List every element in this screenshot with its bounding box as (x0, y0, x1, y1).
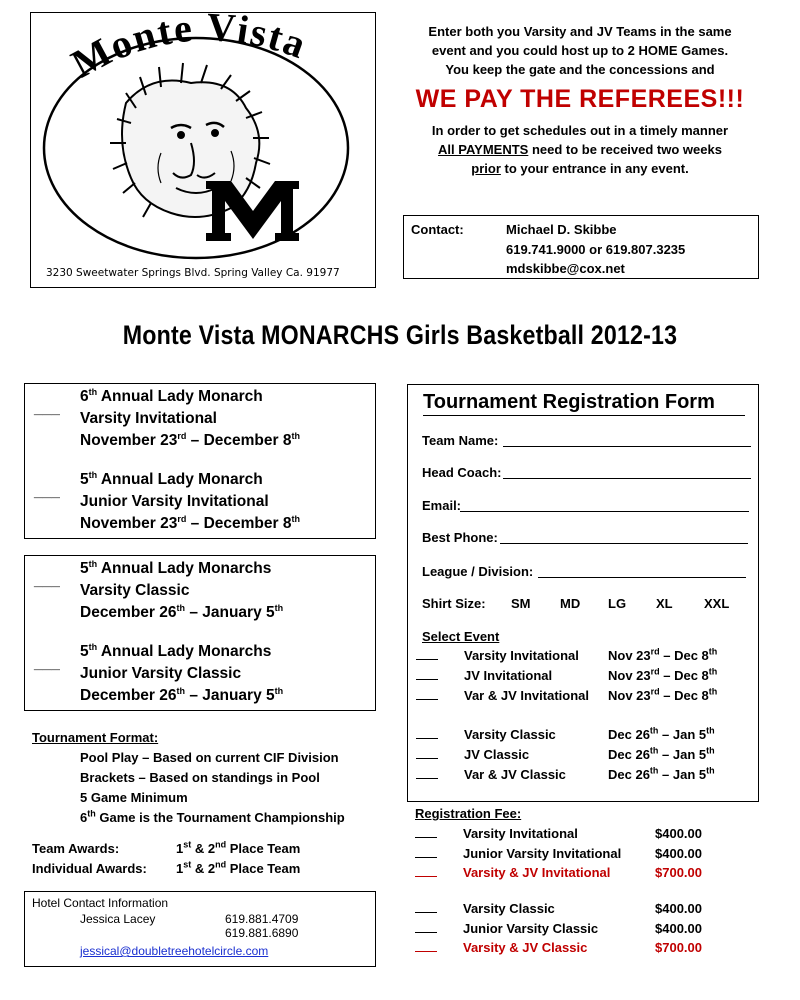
registration-fee-heading: Registration Fee: (415, 806, 522, 821)
best-phone-label: Best Phone: (422, 530, 498, 545)
select-event-name: JV Invitational (464, 668, 553, 683)
format-last-rest: Game is the Tournament Championship (95, 810, 345, 825)
event-start: November 23 (80, 515, 178, 532)
event-jv-classic[interactable] (34, 641, 284, 707)
fee-item-name: Junior Varsity Classic (463, 921, 599, 936)
shirt-size-sm[interactable]: SM (511, 596, 531, 611)
individual-awards-label: Individual Awards: (32, 861, 147, 876)
sel-d1: Dec 26 (608, 767, 650, 782)
team-awards-value (176, 839, 300, 859)
prior-emphasis: prior (471, 161, 501, 176)
head-coach-label: Head Coach: (422, 465, 502, 480)
format-item (80, 808, 345, 828)
fee-item-price: $400.00 (655, 901, 702, 916)
sel-o2: th (708, 686, 718, 697)
event-num: 6 (80, 388, 89, 405)
select-event-name: Varsity Invitational (464, 648, 579, 663)
event-sub: Varsity Classic (80, 582, 190, 599)
fee-item-name: Junior Varsity Invitational (463, 846, 622, 861)
sel-o2: th (708, 646, 718, 657)
event-title (80, 469, 300, 491)
select-event-checkbox[interactable] (416, 758, 438, 759)
event-sub: Junior Varsity Classic (80, 665, 242, 682)
award-rest: Place Team (226, 861, 301, 876)
award-first: 1 (176, 861, 184, 876)
award-first: 1 (176, 841, 184, 856)
block-m-letter (206, 181, 299, 241)
event-title (80, 558, 283, 580)
sel-d2: – Jan 5 (658, 727, 707, 742)
fee-item-price-highlight: $700.00 (655, 865, 702, 880)
fee-checkbox[interactable] (415, 951, 437, 952)
select-event-checkbox[interactable] (416, 778, 438, 779)
team-name-field[interactable] (503, 446, 751, 447)
fee-item-name-highlight: Varsity & JV Classic (463, 940, 588, 955)
event-checkbox-blank[interactable]: ___ (34, 655, 60, 672)
sel-o2: th (706, 765, 715, 776)
team-awards-label: Team Awards: (32, 841, 120, 856)
event-dates (80, 602, 283, 624)
sel-d1: Nov 23 (608, 668, 651, 683)
event-title (80, 641, 283, 663)
event-sub: Varsity Invitational (80, 410, 217, 427)
event-dates (80, 430, 300, 452)
contact-phones: 619.741.9000 or 619.807.3235 (506, 242, 686, 257)
select-event-name: Var & JV Classic (464, 767, 566, 782)
format-heading (32, 728, 158, 748)
event-varsity-invitational[interactable] (34, 386, 300, 452)
fee-item-price: $400.00 (655, 921, 702, 936)
fee-checkbox[interactable] (415, 876, 437, 877)
league-division-label: League / Division: (422, 564, 534, 579)
select-event-heading: Select Event (422, 629, 500, 644)
monte-vista-lion-logo (31, 13, 375, 287)
select-event-dates (608, 668, 717, 683)
sel-d2: – Dec 8 (659, 648, 709, 663)
sel-o1: th (649, 765, 659, 776)
event-start-ord: rd (177, 513, 187, 524)
contact-email[interactable]: mdskibbe@cox.net (506, 261, 625, 276)
event-end-ord: th (274, 685, 284, 696)
event-dates (80, 685, 283, 707)
team-name-label: Team Name: (422, 433, 499, 448)
sel-d1: Dec 26 (608, 727, 650, 742)
intro-line-4: In order to get schedules out in a timely manner (431, 123, 729, 138)
format-item: Pool Play – Based on current CIF Division (80, 750, 339, 765)
sel-o2: th (706, 725, 715, 736)
fee-item-name-highlight: Varsity & JV Invitational (463, 865, 611, 880)
event-start-ord: rd (177, 430, 187, 441)
hotel-heading: Hotel Contact Information (32, 896, 169, 910)
fee-item-name: Varsity Classic (463, 901, 555, 916)
intro-line-5 (400, 140, 760, 159)
shirt-size-label: Shirt Size: (422, 596, 486, 611)
event-num: 5 (80, 643, 89, 660)
sel-o2: th (706, 745, 715, 756)
award-amp: & 2 (191, 841, 216, 856)
event-end-ord: th (291, 430, 300, 441)
event-ord: th (88, 469, 98, 480)
select-event-dates (608, 648, 717, 663)
shirt-size-md[interactable]: MD (560, 596, 581, 611)
sel-d2: – Jan 5 (658, 767, 707, 782)
hotel-phone-1: 619.881.4709 (225, 912, 299, 926)
sel-o1: rd (650, 686, 660, 697)
event-end: – January 5 (185, 687, 275, 704)
format-list (80, 748, 345, 828)
award-first-ord: st (183, 859, 192, 870)
intro-line-1: Enter both you Varsity and JV Teams in the same (428, 24, 732, 39)
event-end-ord: th (274, 602, 284, 613)
event-end-ord: th (291, 513, 300, 524)
event-ord: th (88, 386, 98, 397)
contact-name: Michael D. Skibbe (506, 222, 617, 237)
event-name: Annual Lady Monarchs (97, 560, 272, 577)
event-jv-invitational[interactable] (34, 469, 300, 535)
intro-line-3: You keep the gate and the concessions and (445, 62, 715, 77)
sel-d2: – Dec 8 (659, 668, 709, 683)
event-start: December 26 (80, 604, 177, 621)
event-end: – January 5 (185, 604, 275, 621)
select-event-name: JV Classic (464, 747, 530, 762)
event-checkbox-blank[interactable]: ___ (34, 572, 60, 589)
event-checkbox-blank[interactable]: ___ (34, 400, 60, 417)
event-end: – December 8 (186, 432, 292, 449)
sel-d1: Nov 23 (608, 688, 651, 703)
shirt-size-lg[interactable]: LG (608, 596, 627, 611)
fee-checkbox[interactable] (415, 837, 437, 838)
format-item: 5 Game Minimum (80, 790, 188, 805)
fee-checkbox[interactable] (415, 857, 437, 858)
shirt-size-xl[interactable]: XL (656, 596, 673, 611)
contact-box (403, 215, 759, 279)
format-last-num: 6 (80, 810, 88, 825)
sel-d1: Dec 26 (608, 747, 650, 762)
hotel-phone-2: 619.881.6890 (225, 926, 299, 940)
form-title-underline (423, 415, 745, 416)
sel-o1: rd (650, 646, 660, 657)
event-start-ord: th (176, 602, 186, 613)
award-rest: Place Team (226, 841, 301, 856)
league-division-field[interactable] (538, 577, 746, 578)
head-coach-field[interactable] (503, 478, 751, 479)
registration-form-box (407, 384, 759, 802)
sel-o1: th (649, 725, 659, 736)
format-heading-text: Tournament Format: (32, 730, 159, 745)
award-amp: & 2 (191, 861, 216, 876)
event-ord: th (88, 641, 98, 652)
form-title: Tournament Registration Form (423, 391, 715, 413)
intro-block (400, 22, 760, 178)
event-start: December 26 (80, 687, 177, 704)
page-title: Monte Vista MONARCHS Girls Basketball 2012-13 (122, 320, 678, 350)
event-num: 5 (80, 471, 89, 488)
fee-item-price-highlight: $700.00 (655, 940, 702, 955)
email-label: Email: (422, 498, 462, 513)
hotel-contact-box (24, 891, 376, 967)
hotel-contact-name: Jessica Lacey (80, 912, 156, 926)
select-event-checkbox[interactable] (416, 659, 438, 660)
sel-o1: rd (650, 666, 660, 677)
sel-o2: th (708, 666, 718, 677)
payments-emphasis: All PAYMENTS (438, 142, 529, 157)
logo-panel (30, 12, 376, 288)
format-item: Brackets – Based on standings in Pool (80, 770, 320, 785)
intro-line-6-rest: to your entrance in any event. (500, 161, 689, 176)
school-address: 3230 Sweetwater Springs Blvd. Spring Valley Ca. 91977 (46, 267, 340, 279)
contact-label: Contact: (411, 222, 464, 237)
award-second-ord: nd (215, 839, 227, 850)
format-last-ord: th (87, 808, 96, 819)
event-name: Annual Lady Monarch (97, 388, 263, 405)
shirt-size-xxl[interactable]: XXL (704, 596, 730, 611)
sel-d2: – Dec 8 (659, 688, 709, 703)
email-field[interactable] (460, 511, 749, 512)
intro-line-5-rest: need to be received two weeks (528, 142, 722, 157)
select-event-dates (608, 747, 715, 762)
select-event-checkbox[interactable] (416, 738, 438, 739)
select-event-dates (608, 727, 715, 742)
select-event-dates (608, 688, 717, 703)
select-event-name: Var & JV Invitational (464, 688, 589, 703)
event-end: – December 8 (186, 515, 292, 532)
fee-checkbox[interactable] (415, 932, 437, 933)
event-start: November 23 (80, 432, 178, 449)
event-dates (80, 513, 300, 535)
event-checkbox-blank[interactable]: ___ (34, 483, 60, 500)
best-phone-field[interactable] (500, 543, 748, 544)
sel-o1: th (649, 745, 659, 756)
select-event-dates (608, 767, 715, 782)
event-title (80, 386, 300, 408)
select-event-checkbox[interactable] (416, 679, 438, 680)
event-ord: th (88, 558, 98, 569)
logo-school-name: Monte Vista (63, 13, 314, 87)
intro-line-2: event and you could host up to 2 HOME Games. (431, 43, 729, 58)
fee-item-price: $400.00 (655, 826, 702, 841)
fee-item-name: Varsity Invitational (463, 826, 578, 841)
event-name: Annual Lady Monarch (97, 471, 263, 488)
sel-d1: Nov 23 (608, 648, 651, 663)
event-varsity-classic[interactable] (34, 558, 284, 624)
fee-checkbox[interactable] (415, 912, 437, 913)
select-event-name: Varsity Classic (464, 727, 556, 742)
event-start-ord: th (176, 685, 186, 696)
award-first-ord: st (183, 839, 192, 850)
select-event-checkbox[interactable] (416, 699, 438, 700)
fee-item-price: $400.00 (655, 846, 702, 861)
award-second-ord: nd (215, 859, 227, 870)
referee-headline: WE PAY THE REFEREES!!! (415, 85, 745, 113)
individual-awards-value (176, 859, 300, 879)
event-name: Annual Lady Monarchs (97, 643, 272, 660)
hotel-email-link[interactable]: jessical@doubletreehotelcircle.com (80, 944, 269, 958)
event-sub: Junior Varsity Invitational (80, 493, 269, 510)
event-num: 5 (80, 560, 89, 577)
intro-line-6 (400, 159, 760, 178)
sel-d2: – Jan 5 (658, 747, 707, 762)
